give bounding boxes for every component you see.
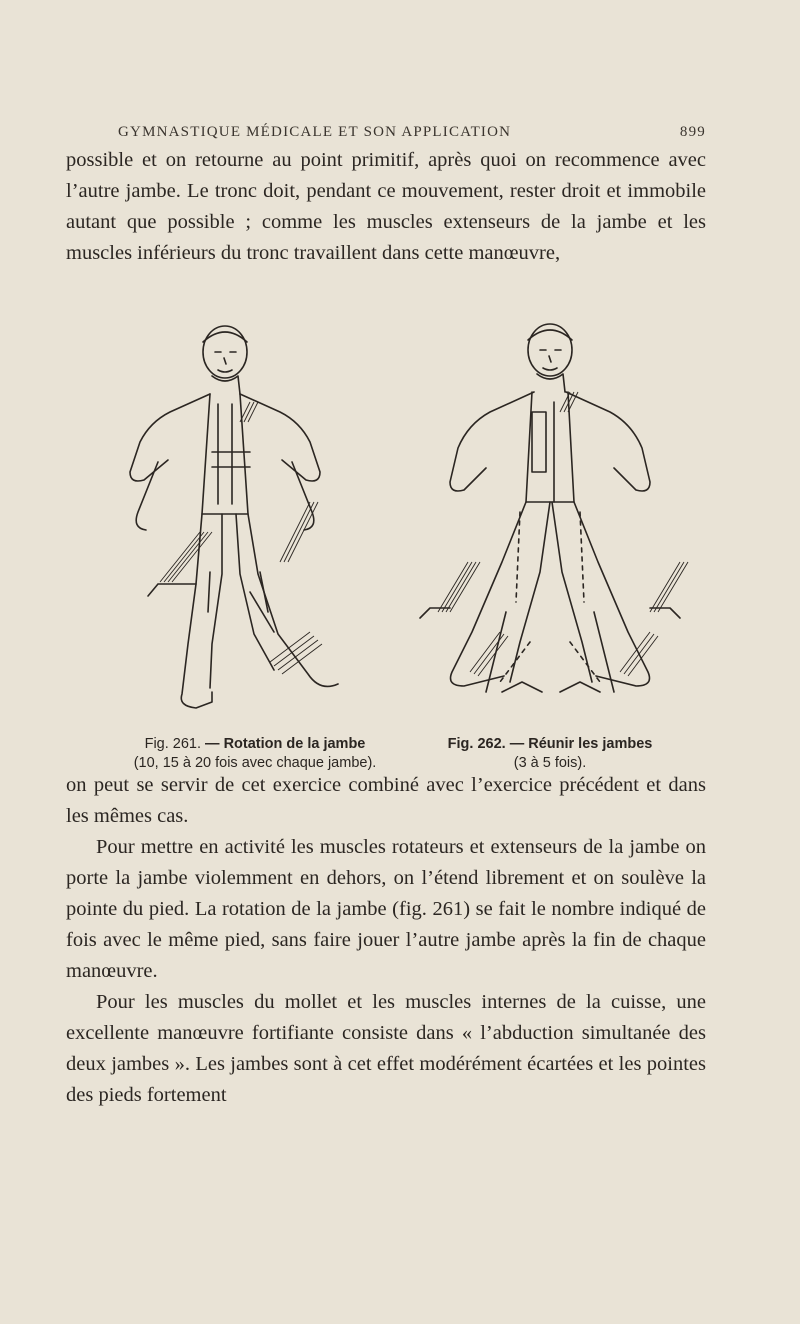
caption-fig-262 xyxy=(405,735,695,773)
paragraph: on peut se servir de cet exercice combiné avec l’exercice précédent et dans les mêmes cas. xyxy=(66,774,706,827)
figures-row xyxy=(100,312,720,771)
caption-label: Fig. 261. xyxy=(144,736,202,752)
caption-title: — Rotation de la jambe xyxy=(205,736,366,752)
bottom-text-block xyxy=(66,770,706,1111)
caption-subtitle: (3 à 5 fois). xyxy=(513,755,587,771)
caption-title: — Réunir les jambes xyxy=(509,736,653,752)
caption-label: Fig. 262. xyxy=(447,736,506,752)
paragraph: Pour mettre en activité les muscles rotateurs et extenseurs de la jambe on porte la jambe violemment en dehors, on l’étend librement et on soulève la pointe du pied. La rotation de la jambe (fig. 261) se fait le nombre indiqué de fois avec le même pied, sans faire jouer l’autre jambe après la fin de chaque manœuvre. xyxy=(66,836,706,982)
caption-fig-261 xyxy=(100,735,410,773)
legs-together-illustration xyxy=(410,312,710,722)
paragraph: Pour les muscles du mollet et les muscles internes de la cuisse, une excellente manœuvre fortifiante consiste dans « l’abduction simultanée des deux jambes ». Les jambes sont à cet effet modérément écartées et les pointes des pieds fortement xyxy=(66,991,706,1106)
paragraph: possible et on retourne au point primitif, après quoi on recommence avec l’autre jambe. Le tronc doit, pendant ce mouvement, rester droit et immobile autant que possible ; comme les muscles extenseurs de la jambe et les muscles inférieurs du tronc travaillent dans cette manœuvre, xyxy=(66,149,706,264)
page-number: 899 xyxy=(679,124,706,140)
figure-261 xyxy=(100,312,400,722)
running-title: GYMNASTIQUE MÉDICALE ET SON APPLICATION xyxy=(118,124,512,140)
caption-subtitle: (10, 15 à 20 fois avec chaque jambe). xyxy=(133,755,377,771)
top-text-block xyxy=(66,145,706,269)
leg-rotation-illustration xyxy=(100,312,390,722)
figure-262 xyxy=(410,312,710,722)
